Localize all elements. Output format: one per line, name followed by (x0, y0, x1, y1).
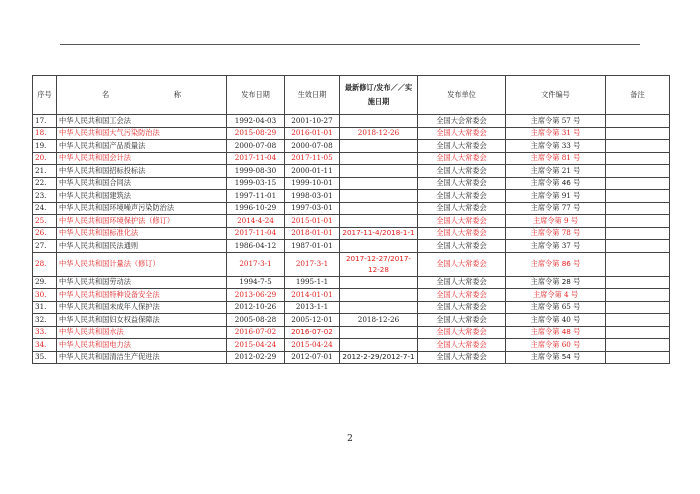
cell-doc-number: 主席令第 46 号 (506, 177, 606, 190)
cell-effective-date: 2017-3-1 (285, 252, 340, 276)
cell-name: 中华人民共和国大气污染防治法 (57, 127, 227, 140)
table-row (33, 190, 670, 203)
cell-seq: 34. (33, 339, 57, 352)
cell-name: 中华人民共和国工会法 (57, 115, 227, 128)
cell-issuer: 全国人大常委会 (418, 227, 506, 240)
cell-publish-date: 2017-11-04 (227, 227, 285, 240)
cell-issuer: 全国人大常委会 (418, 190, 506, 203)
cell-note (606, 177, 670, 190)
cell-effective-date: 1995-1-1 (285, 276, 340, 289)
cell-seq: 28. (33, 252, 57, 276)
table-row (33, 140, 670, 153)
cell-note (606, 152, 670, 165)
cell-note (606, 314, 670, 327)
cell-publish-date: 2014-4-24 (227, 215, 285, 228)
cell-latest-revision (340, 177, 418, 190)
cell-seq: 21. (33, 165, 57, 178)
cell-doc-number: 主席令第 48 号 (506, 326, 606, 339)
cell-issuer: 全国人大常委会 (418, 314, 506, 327)
cell-issuer: 全国人大常委会 (418, 351, 506, 364)
cell-seq: 17. (33, 115, 57, 128)
cell-effective-date: 2014-01-01 (285, 289, 340, 302)
header-effective-date: 生效日期 (285, 76, 340, 115)
cell-effective-date: 1998-03-01 (285, 190, 340, 203)
cell-effective-date: 2012-07-01 (285, 351, 340, 364)
table-row (33, 351, 670, 364)
cell-publish-date: 2012-10-26 (227, 301, 285, 314)
cell-issuer: 全国大会常委会 (418, 115, 506, 128)
cell-effective-date: 2000-07-08 (285, 140, 340, 153)
cell-doc-number: 主席令第 77 号 (506, 202, 606, 215)
cell-publish-date: 2015-08-29 (227, 127, 285, 140)
cell-seq: 24. (33, 202, 57, 215)
page-number: 2 (347, 434, 353, 444)
table-row (33, 314, 670, 327)
table-row (33, 301, 670, 314)
cell-doc-number: 主席令第 28 号 (506, 276, 606, 289)
cell-doc-number: 主席令第 78 号 (506, 227, 606, 240)
cell-note (606, 127, 670, 140)
cell-issuer: 全国人大常委会 (418, 326, 506, 339)
table-row (33, 326, 670, 339)
cell-issuer: 全国人大常委会 (418, 252, 506, 276)
cell-seq: 30. (33, 289, 57, 302)
header-latest-revision: 最新修订/发布／／实施日期 (340, 76, 418, 115)
cell-latest-revision: 2017-11-4/2018-1-1 (340, 227, 418, 240)
cell-effective-date: 2018-01-01 (285, 227, 340, 240)
cell-latest-revision (340, 152, 418, 165)
header-name-part-1: 名 (102, 89, 110, 99)
laws-table (32, 75, 670, 364)
cell-name: 中华人民共和国清洁生产促进法 (57, 351, 227, 364)
table-row (33, 339, 670, 352)
cell-publish-date: 2017-3-1 (227, 252, 285, 276)
cell-note (606, 115, 670, 128)
header-issuer: 发布单位 (418, 76, 506, 115)
cell-doc-number: 主席令第 60 号 (506, 339, 606, 352)
cell-seq: 26. (33, 227, 57, 240)
cell-doc-number: 主席令第 54 号 (506, 351, 606, 364)
cell-effective-date: 2005-12-01 (285, 314, 340, 327)
cell-name: 中华人民共和国会计法 (57, 152, 227, 165)
cell-publish-date: 1994-7-5 (227, 276, 285, 289)
cell-doc-number: 主席令第 4 号 (506, 289, 606, 302)
cell-effective-date: 2015-01-01 (285, 215, 340, 228)
table-row (33, 240, 670, 253)
table-row (33, 152, 670, 165)
header-rule (60, 44, 640, 45)
cell-doc-number: 主席令第 81 号 (506, 152, 606, 165)
cell-name: 中华人民共和国合同法 (57, 177, 227, 190)
cell-publish-date: 2012-02-29 (227, 351, 285, 364)
cell-note (606, 240, 670, 253)
table-row (33, 127, 670, 140)
cell-name: 中华人民共和国特种设备安全法 (57, 289, 227, 302)
cell-publish-date: 2013-06-29 (227, 289, 285, 302)
cell-note (606, 227, 670, 240)
cell-doc-number: 主席令第 31 号 (506, 127, 606, 140)
cell-doc-number: 主席令第 65 号 (506, 301, 606, 314)
cell-seq: 18. (33, 127, 57, 140)
cell-seq: 29. (33, 276, 57, 289)
cell-name: 中华人民共和国招标投标法 (57, 165, 227, 178)
cell-issuer: 全国人大常委会 (418, 289, 506, 302)
cell-note (606, 339, 670, 352)
cell-note (606, 190, 670, 203)
cell-seq: 31. (33, 301, 57, 314)
cell-publish-date: 2017-11-04 (227, 152, 285, 165)
cell-publish-date: 1986-04-12 (227, 240, 285, 253)
cell-note (606, 301, 670, 314)
table-row (33, 276, 670, 289)
cell-doc-number: 主席令第 57 号 (506, 115, 606, 128)
cell-seq: 25. (33, 215, 57, 228)
cell-effective-date: 2000-01-11 (285, 165, 340, 178)
cell-doc-number: 主席令第 9 号 (506, 215, 606, 228)
cell-issuer: 全国人大常委会 (418, 152, 506, 165)
cell-seq: 35. (33, 351, 57, 364)
cell-seq: 32. (33, 314, 57, 327)
cell-note (606, 140, 670, 153)
cell-effective-date: 1997-03-01 (285, 202, 340, 215)
table-row (33, 165, 670, 178)
cell-doc-number: 主席令第 21 号 (506, 165, 606, 178)
cell-publish-date: 1997-11-01 (227, 190, 285, 203)
cell-issuer: 全国人大常委会 (418, 177, 506, 190)
table-row (33, 289, 670, 302)
cell-name: 中华人民共和国环境噪声污染防治法 (57, 202, 227, 215)
cell-issuer: 全国人大常委会 (418, 301, 506, 314)
cell-doc-number: 主席令第 37 号 (506, 240, 606, 253)
cell-publish-date: 2015-04-24 (227, 339, 285, 352)
cell-effective-date: 1999-10-01 (285, 177, 340, 190)
header-doc-number: 文件编号 (506, 76, 606, 115)
cell-issuer: 全国人大常委会 (418, 127, 506, 140)
cell-publish-date: 2016-07-02 (227, 326, 285, 339)
cell-latest-revision (340, 140, 418, 153)
cell-doc-number: 主席令第 40 号 (506, 314, 606, 327)
cell-effective-date: 2015-04-24 (285, 339, 340, 352)
cell-publish-date: 1999-03-15 (227, 177, 285, 190)
cell-issuer: 全国人大常委会 (418, 339, 506, 352)
header-seq: 序号 (33, 76, 57, 115)
cell-latest-revision (340, 339, 418, 352)
cell-doc-number: 主席令第 33 号 (506, 140, 606, 153)
cell-latest-revision (340, 165, 418, 178)
cell-issuer: 全国人大常委会 (418, 276, 506, 289)
cell-publish-date: 1999-08-30 (227, 165, 285, 178)
cell-name: 中华人民共和国标准化法 (57, 227, 227, 240)
cell-effective-date: 2016-01-01 (285, 127, 340, 140)
cell-note (606, 215, 670, 228)
cell-name: 中华人民共和国建筑法 (57, 190, 227, 203)
cell-name: 中华人民共和国水法 (57, 326, 227, 339)
cell-latest-revision (340, 240, 418, 253)
cell-issuer: 全国人大常委会 (418, 240, 506, 253)
cell-effective-date: 2017-11-05 (285, 152, 340, 165)
cell-name: 中华人民共和国环境保护法（修订） (57, 215, 227, 228)
cell-effective-date: 1987-01-01 (285, 240, 340, 253)
cell-latest-revision (340, 202, 418, 215)
cell-issuer: 全国人大常委会 (418, 202, 506, 215)
cell-seq: 22. (33, 177, 57, 190)
cell-latest-revision (340, 276, 418, 289)
header-publish-date: 发布日期 (227, 76, 285, 115)
cell-note (606, 252, 670, 276)
cell-note (606, 326, 670, 339)
cell-name: 中华人民共和国民法通则 (57, 240, 227, 253)
cell-note (606, 202, 670, 215)
cell-publish-date: 1996-10-29 (227, 202, 285, 215)
table-row (33, 215, 670, 228)
cell-note (606, 276, 670, 289)
cell-name: 中华人民共和国妇女权益保障法 (57, 314, 227, 327)
cell-issuer: 全国人大常委会 (418, 140, 506, 153)
cell-effective-date: 2001-10-27 (285, 115, 340, 128)
cell-name: 中华人民共和国产品质量法 (57, 140, 227, 153)
cell-name: 中华人民共和国电力法 (57, 339, 227, 352)
cell-seq: 23. (33, 190, 57, 203)
cell-publish-date: 2000-07-08 (227, 140, 285, 153)
cell-doc-number: 主席令第 86 号 (506, 252, 606, 276)
cell-seq: 20. (33, 152, 57, 165)
cell-issuer: 全国人大常委会 (418, 215, 506, 228)
cell-note (606, 289, 670, 302)
cell-latest-revision: 2012-2-29/2012-7-1 (340, 351, 418, 364)
cell-latest-revision (340, 190, 418, 203)
table-header-row (33, 76, 670, 115)
cell-latest-revision (340, 289, 418, 302)
cell-effective-date: 2016-07-02 (285, 326, 340, 339)
cell-latest-revision (340, 115, 418, 128)
cell-latest-revision (340, 215, 418, 228)
cell-doc-number: 主席令第 91 号 (506, 190, 606, 203)
cell-latest-revision (340, 301, 418, 314)
cell-seq: 19. (33, 140, 57, 153)
header-name (57, 76, 227, 115)
cell-latest-revision: 2018-12-26 (340, 314, 418, 327)
header-note: 备注 (606, 76, 670, 115)
table-row (33, 177, 670, 190)
cell-seq: 33. (33, 326, 57, 339)
header-name-part-2: 称 (173, 89, 181, 99)
cell-effective-date: 2013-1-1 (285, 301, 340, 314)
cell-name: 中华人民共和国劳动法 (57, 276, 227, 289)
table-row (33, 115, 670, 128)
cell-publish-date: 2005-08-28 (227, 314, 285, 327)
cell-note (606, 165, 670, 178)
table-row (33, 252, 670, 276)
table-row (33, 227, 670, 240)
cell-issuer: 全国人大常委会 (418, 165, 506, 178)
cell-name: 中华人民共和国未成年人保护法 (57, 301, 227, 314)
cell-latest-revision (340, 326, 418, 339)
cell-note (606, 351, 670, 364)
cell-latest-revision: 2018-12-26 (340, 127, 418, 140)
cell-name: 中华人民共和国计量法（修订） (57, 252, 227, 276)
cell-latest-revision: 2017-12-27/2017-12-28 (340, 252, 418, 276)
cell-seq: 27. (33, 240, 57, 253)
cell-publish-date: 1992-04-03 (227, 115, 285, 128)
table-row (33, 202, 670, 215)
